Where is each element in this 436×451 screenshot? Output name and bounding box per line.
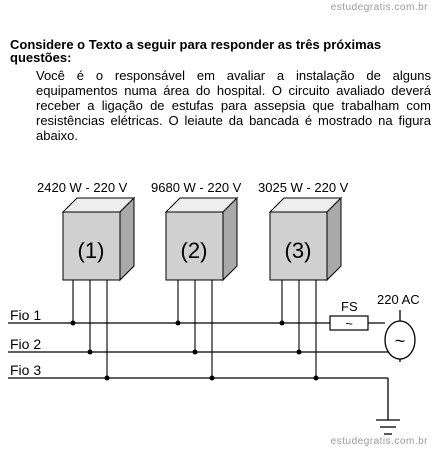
load-2-side xyxy=(223,198,237,280)
load-3 xyxy=(258,180,349,280)
fuse-label: FS xyxy=(341,299,358,314)
watermark-top: estudegratis.com.br xyxy=(330,2,428,13)
load-3-label: (3) xyxy=(284,238,312,263)
fuse xyxy=(330,299,368,331)
wire-1-label: Fio 1 xyxy=(10,307,42,323)
load-1 xyxy=(37,180,134,280)
wire-3-label: Fio 3 xyxy=(10,362,42,378)
ground-icon xyxy=(376,420,400,434)
wire-2-label: Fio 2 xyxy=(10,336,42,352)
load-1-rating: 2420 W - 220 V xyxy=(37,180,128,195)
load-2 xyxy=(151,180,242,280)
load-2-label: (2) xyxy=(180,238,208,263)
drop-wires xyxy=(73,280,316,378)
load-3-side xyxy=(327,198,341,280)
source-label: 220 AC xyxy=(377,292,420,307)
fuse-symbol: ~ xyxy=(345,316,353,331)
load-1-side xyxy=(120,198,134,280)
question-text: Você é o responsável em avaliar a instalação de alguns equipamentos numa área do hospital. O circuito avaliado deverá receber a ligação de estufas para assepsia que trabalham com resistências elétricas. O leiaute da bancada é mostrado na figura abaixo. xyxy=(36,68,431,143)
question-heading: Considere o Texto a seguir para responder as três próximas questões: xyxy=(10,37,382,65)
load-3-rating: 3025 W - 220 V xyxy=(258,180,349,195)
source-symbol: ~ xyxy=(394,331,406,351)
load-2-rating: 9680 W - 220 V xyxy=(151,180,242,195)
watermark-bottom: estudegratis.com.br xyxy=(330,436,428,447)
load-1-label: (1) xyxy=(77,238,105,263)
ac-source xyxy=(377,292,420,359)
